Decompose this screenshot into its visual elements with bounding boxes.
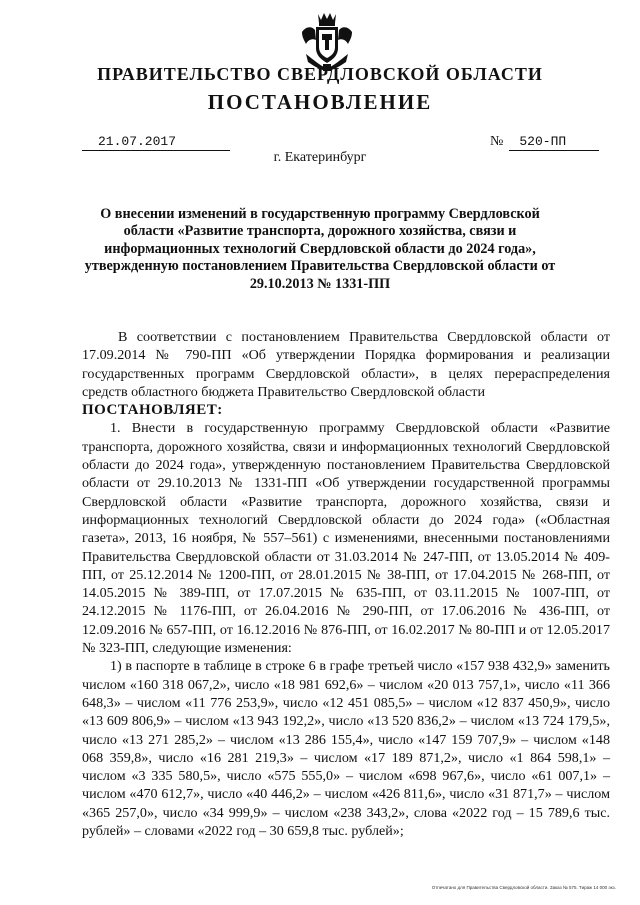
number-sign: №	[490, 134, 504, 149]
document-number-block	[490, 134, 599, 151]
item-1-paragraph: 1. Внести в государственную программу Свердловской области «Развитие транспорта, дорожного хозяйства, связи и информационных технологий Свердловской области до 2024 года», утвержденную постановлением Правительства Свердловской области от 29.10.2013 № 1331-ПП «Об утверждении государственной программы Свердловской области «Развитие транспорта, дорожного хозяйства, связи и информационных технологий Свердловской области до 2024 года» («Областная газета», 2013, 16 ноября, № 557–561) с изменениями, внесенными постановлениями Правительства Свердловской области от 31.03.2014 № 247-ПП, от 13.05.2014 № 409-ПП, от 25.12.2014 № 1200-ПП, от 28.01.2015 № 38-ПП, от 17.04.2015 № 268-ПП, от 14.05.2015 № 389-ПП, от 17.07.2015 № 635-ПП, от 03.11.2015 № 1007-ПП, от 24.12.2015 № 1176-ПП, от 26.04.2016 № 290-ПП, от 17.06.2016 № 436-ПП, от 12.09.2016 № 657-ПП, от 16.12.2016 № 876-ПП, от 16.02.2017 № 80-ПП и от 12.05.2017 № 323-ПП, следующие изменения:	[82, 420, 610, 657]
subitem-1-paragraph: 1) в паспорте в таблице в строке 6 в графе третьей число «157 938 432,9» заменить числом «160 318 067,2», число «18 981 692,6» – числом «20 013 757,1», число «11 366 648,3» – числом «11 776 253,9», число «12 451 085,5» – числом «12 837 450,9», число «13 609 806,9» – числом «13 943 192,2», число «13 520 836,2» – числом «13 724 179,5», число «13 271 285,2» – числом «13 286 155,4», число «147 159 707,9» – числом «148 068 359,8», число «16 281 219,3» – числом «17 189 871,2», число «1 864 598,1» – числом «3 335 580,5», число «575 555,0» – числом «698 967,6», число «61 007,1» – числом «470 612,7», число «40 446,2» – числом «426 811,6», число «31 871,7» – числом «365 257,0», число «34 999,9» – числом «238 343,2», слова «2022 год – 15 789,6 тыс. рублей» – словами «2022 год – 30 659,8 тыс. рублей»;	[82, 658, 610, 840]
document-number: 520-ПП	[509, 134, 599, 151]
city: г. Екатеринбург	[273, 150, 367, 165]
document-type: ПОСТАНОВЛЕНИЕ	[207, 90, 433, 114]
document-title: О внесении изменений в государственную программу Свердловской области «Развитие транспорта, дорожного хозяйства, связи и информационных технологий Свердловской области до 2024 года», утвержденную постановлением Правительства Свердловской области от 29.10.2013 № 1331-ПП	[84, 206, 556, 292]
decree-word: ПОСТАНОВЛЯЕТ:	[82, 402, 223, 419]
organization-name: ПРАВИТЕЛЬСТВО СВЕРДЛОВСКОЙ ОБЛАСТИ	[97, 64, 543, 84]
print-footer: Отпечатано для Правительства Свердловской области. Заказ № 575. Тираж 14 000 экз.	[431, 885, 616, 890]
coat-of-arms-icon	[296, 10, 358, 72]
document-body	[82, 328, 610, 840]
preamble-paragraph: В соответствии с постановлением Правительства Свердловской области от 17.09.2014 № 790-ПП «Об утверждении Порядка формирования и реализации государственных программ Свердловской области», в целях перераспределения средств областного бюджета Правительство Свердловской области	[82, 329, 610, 400]
document-date: 21.07.2017	[82, 134, 230, 151]
